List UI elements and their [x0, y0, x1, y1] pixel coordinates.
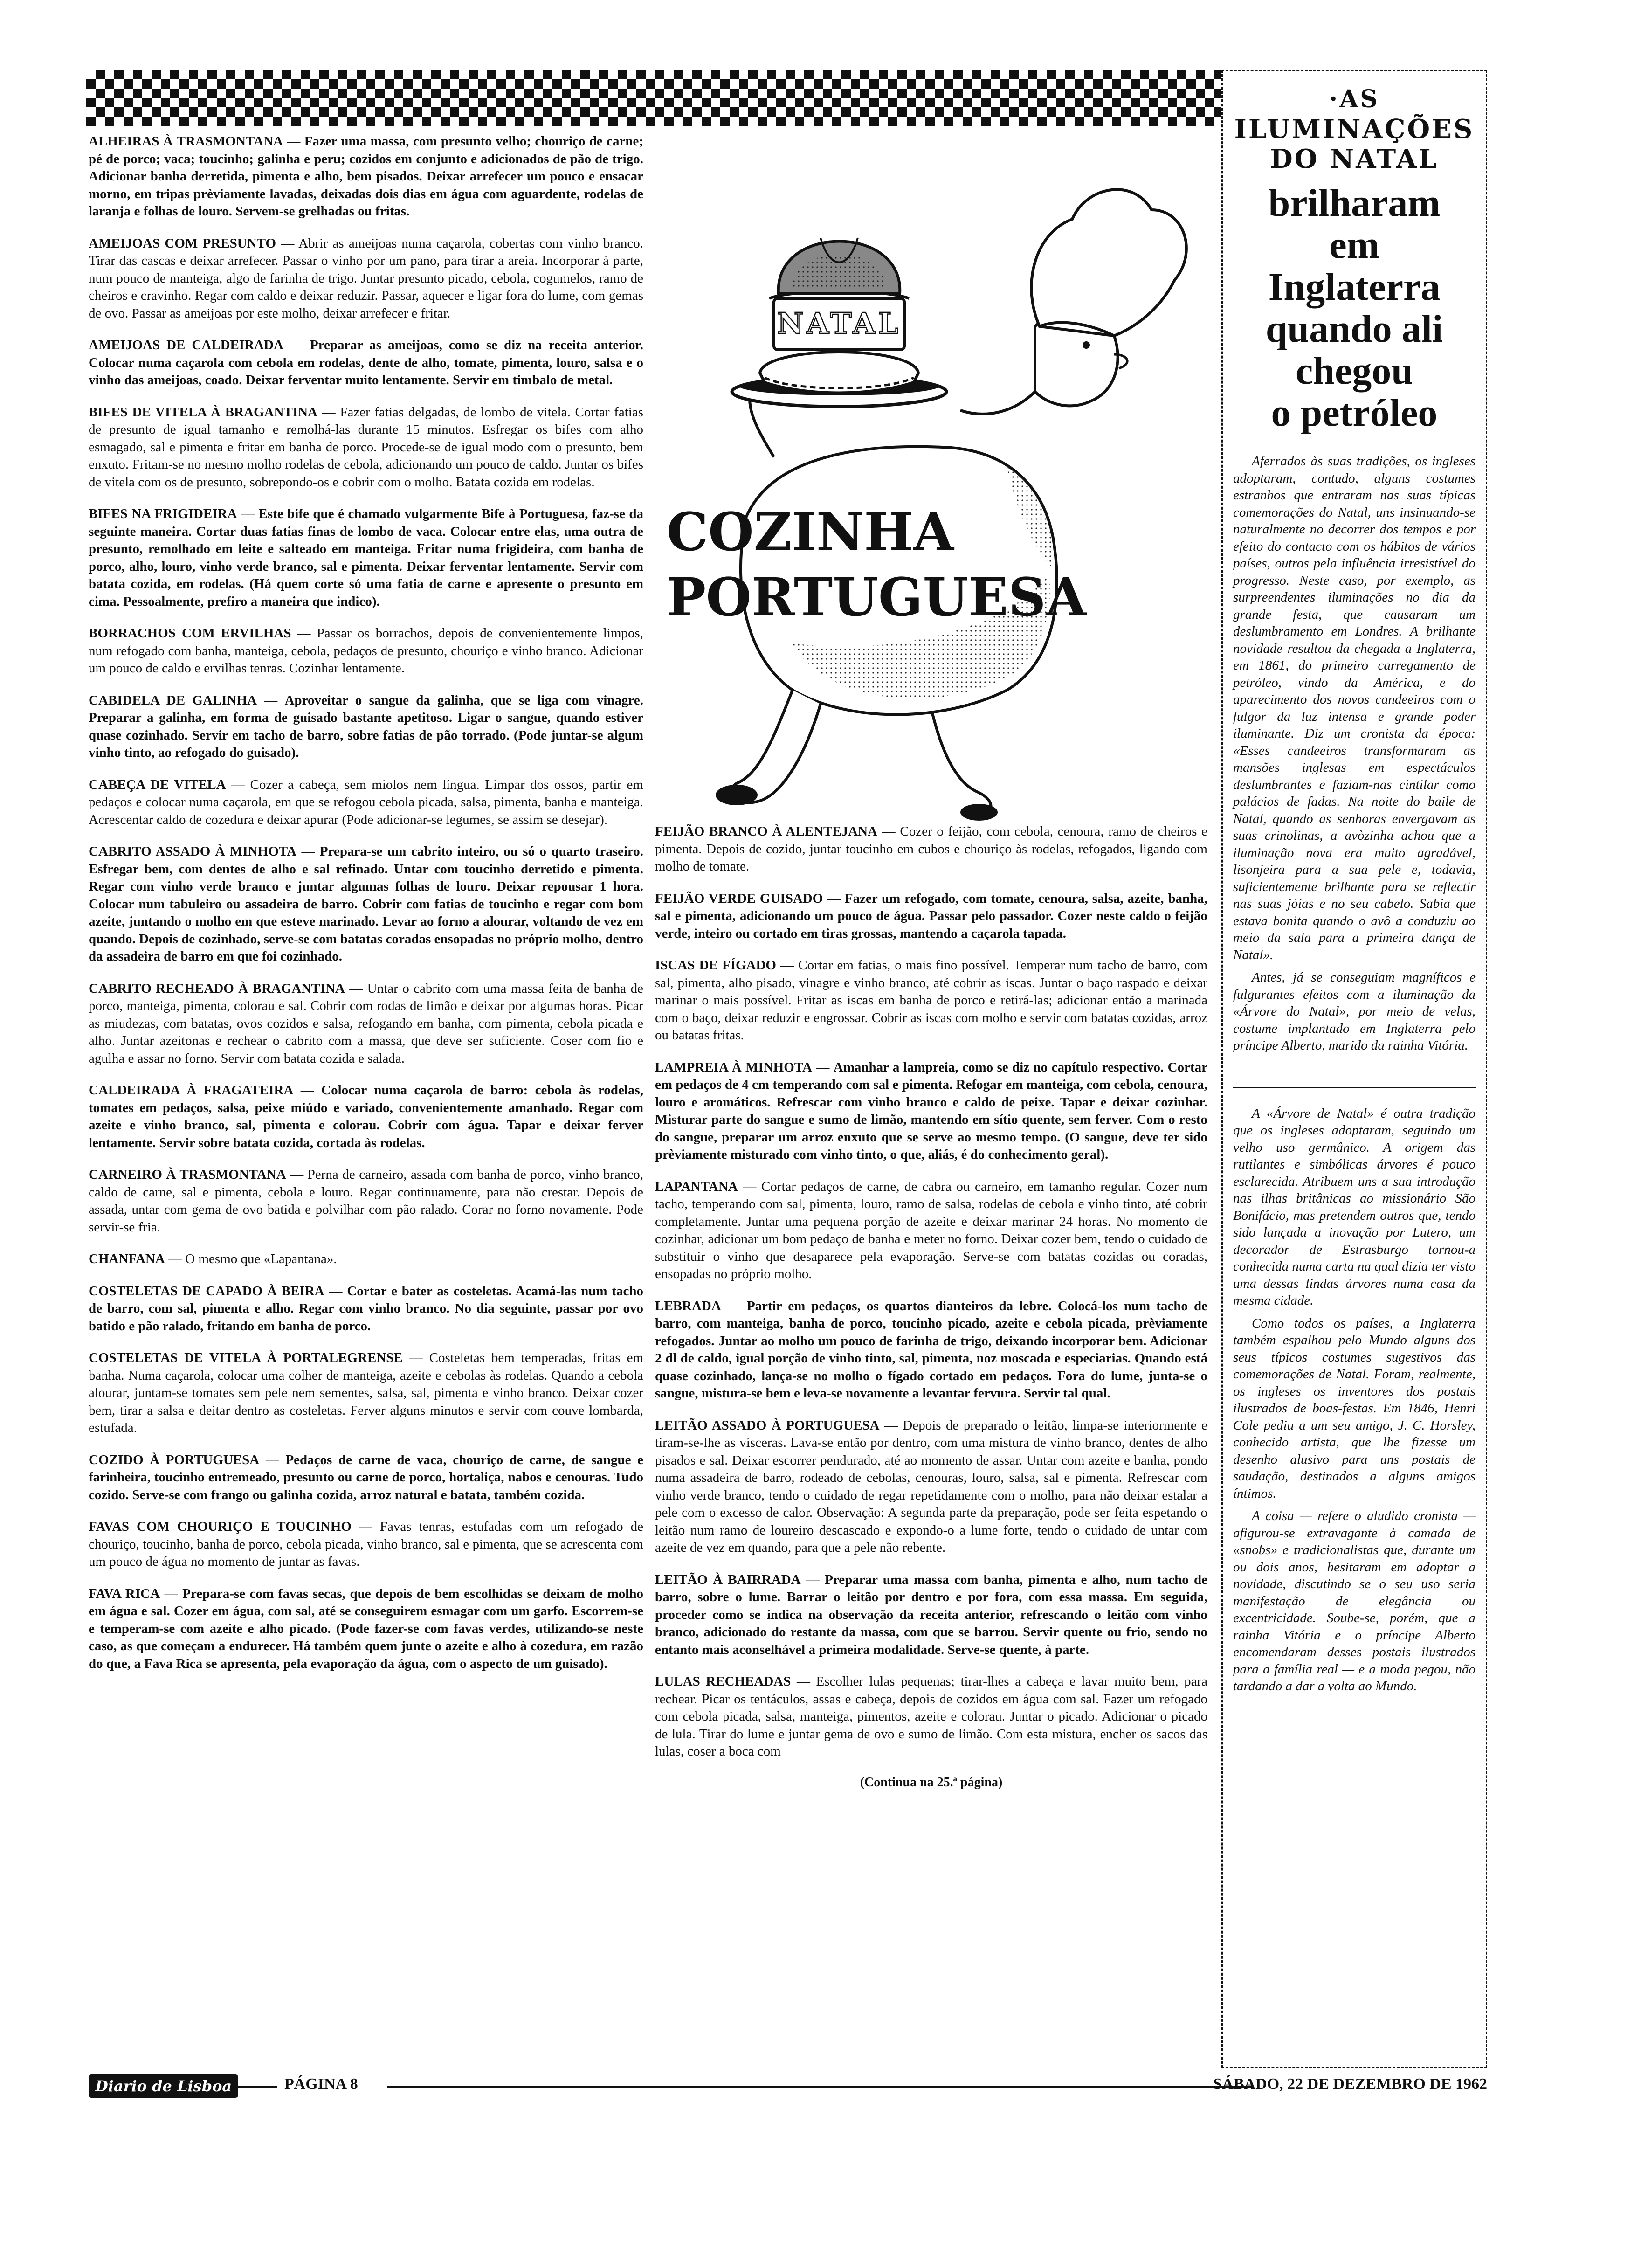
sidebar-paragraph: Aferrados às suas tradições, os ingleses adoptaram, contudo, alguns costumes estranhos que entraram nas suas típicas comemorações do Natal, uns insinuando-se naturalmente no decorrer dos tempos e por efeito do contacto com os hábitos de vários países, outros pela influência irresistível do progresso. Neste caso, por exemplo, as surpreendentes iluminações no dia da grande festa, que causaram um deslumbramento em Londres. A brilhante novidade resultou da chegada a Inglaterra, em 1861, do primeiro carregamento de petróleo, vindo da América, e do aparecimento dos novos candeeiros com o fulgor da luz intensa e grande poder iluminante. Diz um cronista da época: «Esses candeeiros transformaram as mansões inglesas em espectáculos deslumbrantes e faziam-nas cintilar como palácios de fadas. Na noite do baile de Natal, quando as senhoras envergavam as suas crinolinas, a avòzinha achou que a iluminação nova era muito agradável, lisonjeira para a sua pele e, todavia, suficientemente brilhante para se reflectir nas suas jóias e no seu cabelo. Sabia que estava bonita quando o avô a conduziu ao meio da sala para a primeira dança de Natal». — [1233, 454, 1476, 962]
recipe-text: Prepara-se com favas secas, que depois de bem escolhidas se deixam de molho em água e sal. Cozer em água, com sal, até se conseguirem esmagar com um garfo. Escorrem-se e temperam-se com azeite e alho picado. (Pode fazer-se com favas verdes, utilizando-se neste caso, as que começam a endurecer. Há também quem junte o azeite e alho à cozedura, em razão do que, a Fava Rica se apresenta, pela evaporação da água, com o aspecto de um guisado). — [89, 1586, 643, 1671]
recipe-entry: LEITÃO À BAIRRADA — Preparar uma massa com banha, pimenta e alho, num tacho de barro, sobre o lume. Barrar o leitão por dentro e por fora, com essa massa. Em seguida, proceder como se indica na observação da receita anterior, refrescando o leitão com vinho branco, adicionado do restante da massa, com que se barrou. Servir quente ou frio, sendo no entanto mais aconselhável a primeira modalidade. Serve-se quente, à parte. — [655, 1572, 1208, 1657]
recipe-entry: CARNEIRO À TRASMONTANA — Perna de carneiro, assada com banha de porco, vinho branco, caldo de carne, sal e pimenta, cebola e louro. Regar continuamente, para não crestar. Depois de assada, untar com gema de ovo batida e polvilhar com pão ralado. Corar no forno novamente. Pode servir-se fria. — [89, 1167, 643, 1235]
right-recipe-column — [655, 823, 1207, 1790]
recipe-text: Fazer uma massa, com presunto velho; chouriço de carne; pé de porco; vaca; toucinho; galinha e peru; cozidos em conjunto e adicionados de pão de trigo. Adicionar banha derretida, pimenta e alho, bem pisados. Deixar arrefecer um pouco e ensacar morno, em tripas prèviamente lavadas, deixadas dois dias em água com aguardente, rodelas de laranja e folhas de louro. Servem-se grelhadas ou fritas. — [89, 134, 644, 219]
kicker-line-2: ILUMINAÇÕES — [1234, 114, 1475, 145]
recipe-entry: LAMPREIA À MINHOTA — Amanhar a lampreia, como se diz no capítulo respectivo. Cortar em pedaços de 4 cm temperando com sal e pimenta. Refogar em manteiga, com cebola, cenoura, louro e aromáticos. Refrescar com vinho branco e caldo de peixe. Tapar e deixar cozinhar. Misturar parte do sangue e sumo de limão, mantendo em sítio quente, sem ferver. Com o resto do sangue, preparar um arroz enxuto que se serve ao mesmo tempo. (O sangue, deve ter sido prèviamente misturado com vinho tinto, o que, aliás, é do conhecimento geral). — [655, 1059, 1208, 1162]
recipe-entry: CALDEIRADA À FRAGATEIRA — Colocar numa caçarola de barro: cebola às rodelas, tomates em pedaços, salsa, peixe miúdo e variado, convenientemente amanhado. Regar com azeite e vinho branco, sal, pimenta e colorau. Cobrir com água. Tapar e deixar ferver lentamente. Servir sobre batata cozida, cortada às rodelas. — [89, 1083, 644, 1150]
sidebar-paragraph: A coisa — refere o aludido cronista — afigurou-se extravagante à camada de «snobs» e tradicionalistas que, durante um ou dois anos, hesitaram em adoptar a novidade, discutindo se o seu uso seria manifestação de elegância ou excentricidade. Soube-se, porém, que a rainha Vitória e o príncipe Alberto encomendaram desses postais ilustrados para a família real — e a moda pegou, não tardando a dar a volta ao Mundo. — [1233, 1508, 1476, 1694]
recipe-text: Preparar uma massa com banha, pimenta e alho, num tacho de barro, sobre o lume. Barrar o leitão por dentro e por fora, com essa massa. Em seguida, proceder como se indica na observação da receita anterior, refrescando o leitão com vinho branco, adicionado do restante da massa, com que se barrou. Servir quente ou frio, sendo no entanto mais aconselhável a primeira modalidade. Serve-se quente, à parte. — [655, 1572, 1208, 1657]
recipe-text: Abrir as ameijoas numa caçarola, cobertas com vinho branco. Tirar das cascas e deixar arrefecer. Passar o vinho por um pano, para tirar a areia. Incorporar à parte, num pouco de manteiga, algo de farinha de trigo. Juntar presunto picado, cebola, cogumelos, ramo de cheiros e cravinho. Regar com caldo e deixar reduzir. Passar, aquecer e ligar fora do lume, com gemas de ovo. Passar as ameijoas por este molho, deixar arrefecer e fritar. — [89, 235, 644, 321]
recipe-entry: LEBRADA — Partir em pedaços, os quartos dianteiros da lebre. Colocá-los num tacho de barro, com manteiga, banha de porco, toucinho picado, azeite e cebola picada, prèviamente refogados. Juntar ao molho um pouco de farinha de trigo, deixando incorporar bem. Adicionar 2 dl de caldo, igual porção de vinho tinto, sal, pimenta, noz moscada e especiarias. Quando está quase cozinhado, lança-se no molho o fígado cortado em pedaços. Fora do lume, junta-se o sangue, mistura-se bem e leva-se novamente a levantar fervura. Servir tal qual. — [655, 1298, 1208, 1401]
recipe-title: CABEÇA DE VITELA — [89, 777, 226, 792]
recipe-text: Prepara-se um cabrito inteiro, ou só o quarto traseiro. Esfregar bem, com dentes de alho e sal refinado. Untar com toucinho derretido e pimenta. Regar com vinho verde branco e juntar algumas folhas de louro. Deixar repousar 1 hora. Colocar num tabuleiro ou assadeira de barro. Cobrir com fatias de toucinho e regar com bom azeite, juntando o molho em que esteve marinado. Levar ao forno a alourar, voltando de vez em quando. Depois de cozinhado, serve-se com batatas coradas ensopadas no próprio molho, dentro da assadeira de barro em que foi cozinhado. — [89, 844, 644, 964]
sidebar-paragraph: Antes, já se conseguiam magníficos e fulgurantes efeitos com a iluminação da «Árvore do Natal», por meio de velas, costume implantado em Inglaterra pelo príncipe Alberto, marido da rainha Vitória. — [1233, 970, 1476, 1053]
recipe-text: Cortar pedaços de carne, de cabra ou carneiro, em tamanho regular. Cozer num tacho, temperando com sal, pimenta, louro, ramo de salsa, rodelas de cebola e vinho tinto, até cobrir completamente. Juntar uma pequena porção de azeite e deixar marinar 24 horas. No momento de cozinhar, adicionar um bom pedaço de banha e meter no forno. Deixar cozer bem, tendo o cuidado de substituir o vinho que desaparece pela evaporação. Serve-se com batatas cozidas ou coradas, ensopadas no próprio molho. — [655, 1179, 1207, 1281]
recipe-title: AMEIJOAS DE CALDEIRADA — [89, 338, 283, 353]
christmas-lights-sidebar — [1221, 70, 1487, 2068]
recipe-entry: AMEIJOAS DE CALDEIRADA — Preparar as ameijoas, como se diz na receita anterior. Colocar numa caçarola com cebola em rodelas, dente de alho, tomate, pimenta, louro, salsa e o vinho das ameijoas, coado. Deixar ferventar muito lentamente. Servir em timbalo de metal. — [89, 338, 643, 387]
recipe-entry: CABIDELA DE GALINHA — Aproveitar o sangue da galinha, que se liga com vinagre. Preparar a galinha, em forma de guisado bastante apetitoso. Ligar o sangue, quando estiver quase cozinhado. Servir em tacho de barro, sobre fatias de pão torrado. (Pode juntar-se algum vinho tinto, ao refogado do guisado). — [89, 692, 643, 760]
recipe-title: COSTELETAS DE CAPADO À BEIRA — [89, 1283, 324, 1299]
recipe-text: Partir em pedaços, os quartos dianteiros da lebre. Colocá-los num tacho de barro, com manteiga, banha de porco, toucinho picado, azeite e cebola picada, prèviamente refogados. Juntar ao molho um pouco de farinha de trigo, deixando incorporar bem. Adicionar 2 dl de caldo, igual porção de vinho tinto, sal, pimenta, noz moscada e especiarias. Quando está quase cozinhado, lança-se no molho o fígado cortado em pedaços. Fora do lume, junta-se o sangue, mistura-se bem e leva-se novamente a levantar fervura. Servir tal qual. — [655, 1298, 1208, 1401]
recipe-entry: FEIJÃO BRANCO À ALENTEJANA — Cozer o feijão, com cebola, cenoura, ramo de cheiros e pimenta. Depois de cozido, juntar toucinho em cubos e chouriço às rodelas, refogados, ligando com molho de tomate. — [655, 824, 1207, 874]
recipe-entry: AMEIJOAS COM PRESUNTO — Abrir as ameijoas numa caçarola, cobertas com vinho branco. Tirar das cascas e deixar arrefecer. Passar o vinho por um pano, para tirar a areia. Incorporar à parte, num pouco de manteiga, algo de farinha de trigo. Juntar presunto picado, cebola, cogumelos, ramo de cheiros e cravinho. Regar com caldo e deixar reduzir. Passar, aquecer e ligar fora do lume, com gemas de ovo. Passar as ameijoas por este molho, deixar arrefecer e fritar. — [89, 235, 644, 321]
recipe-title: FAVA RICA — [89, 1586, 160, 1601]
recipe-title: BIFES NA FRIGIDEIRA — [89, 506, 237, 521]
recipe-title: FAVAS COM CHOURIÇO E TOUCINHO — [89, 1519, 352, 1534]
left-recipe-column — [89, 133, 643, 1687]
recipe-text: Cozer o feijão, com cebola, cenoura, ramo de cheiros e pimenta. Depois de cozido, juntar toucinho em cubos e chouriço às rodelas, refogados, ligando com molho de tomate. — [655, 824, 1207, 874]
recipe-entry: COSTELETAS DE CAPADO À BEIRA — Cortar e bater as costeletas. Acamá-las num tacho de barro, com sal, pimenta e alho. Regar com vinho branco. No dia seguinte, passar por ovo batido e pão ralado, fritando em banha de porco. — [89, 1283, 644, 1334]
footer-rule — [387, 2086, 1254, 2088]
recipe-text: Fazer um refogado, com tomate, cenoura, salsa, azeite, banha, sal e pimenta, adicionando um pouco de água. Passar pelo passador. Cozer neste caldo o feijão verde, inteiro ou cortado em tiras grossas, mantendo a caçarola tapada. — [655, 891, 1207, 941]
recipe-title: COSTELETAS DE VITELA À PORTALEGRENSE — [89, 1350, 403, 1365]
recipe-title: FEIJÃO BRANCO À ALENTEJANA — [655, 824, 877, 839]
recipe-title: ISCAS DE FÍGADO — [655, 958, 776, 973]
recipe-title: AMEIJOAS COM PRESUNTO — [89, 235, 276, 251]
headline-line: o petróleo — [1271, 391, 1438, 435]
headline-line: chegou — [1296, 349, 1413, 393]
recipe-title: CABRITO RECHEADO À BRAGANTINA — [89, 981, 345, 996]
recipe-entry: ISCAS DE FÍGADO — Cortar em fatias, o mais fino possível. Temperar num tacho de barro, com sal, pimenta, alho pisado, vinagre e vinho branco, até cobrir as iscas. Juntar o baço raspado e deixar marinar o mais possível. Fritar as iscas em banha de porco e retirá-las; adicionar então a marinada com o baço, deixar reduzir e engrossar. Cobrir as iscas com molho e servir com batatas cozidas, arroz ou batatas fritas. — [655, 958, 1208, 1043]
recipe-text: Favas tenras, estufadas com um refogado de chouriço, toucinho, banha de porco, cebola picada, vinho branco, sal e pimenta, que se acrescenta com um pouco de água no momento de juntar as favas. — [89, 1519, 644, 1569]
kicker-line-1: ·AS — [1329, 85, 1379, 113]
illustration-title-line2: PORTUGUESA — [667, 567, 1087, 628]
recipe-text: Colocar numa caçarola de barro: cebola às rodelas, tomates em pedaços, salsa, peixe miúdo e variado, convenientemente amanhado. Regar com azeite e vinho branco, sal, pimenta e colorau. Cobrir com água. Tapar e deixar ferver lentamente. Servir sobre batata cozida, cortada às rodelas. — [89, 1083, 644, 1150]
recipe-title: ALHEIRAS À TRASMONTANA — [89, 134, 283, 149]
recipe-entry: FEIJÃO VERDE GUISADO — Fazer um refogado, com tomate, cenoura, salsa, azeite, banha, sal e pimenta, adicionando um pouco de água. Passar pelo passador. Cozer neste caldo o feijão verde, inteiro ou cortado em tiras grossas, mantendo a caçarola tapada. — [655, 891, 1207, 941]
recipe-entry: CABEÇA DE VITELA — Cozer a cabeça, sem miolos nem língua. Limpar dos ossos, partir em pedaços e colocar numa caçarola, em que se refogou cebola picada, salsa, pimenta, banha e manteiga. Acrescentar caldo de cozedura e deixar apurar (Pode adicionar-se legumes, se assim se desejar). — [89, 777, 643, 827]
recipe-text: Escolher lulas pequenas; tirar-lhes a cabeça e lavar muito bem, para rechear. Picar os tentáculos, assas e cabeça, depois de cozidos em água com sal. Fazer um refogado com cebola picada, salsa, manteiga, pimentos, azeite e colorau. Juntar o picado. Adicionar o picado de lula. Tirar do lume e juntar gema de ovo e sumo de limão. Com esta mistura, encher os sacos das lulas, coser a boca com — [655, 1674, 1207, 1759]
kicker-line-3: DO NATAL — [1270, 144, 1439, 174]
recipe-text: Costeletas bem temperadas, fritas em banha. Numa caçarola, colocar uma colher de manteiga, azeite e cebolas às rodelas. Quando a cebola alourar, juntam-se tomates sem pele nem sementes, salsa, sal, pimenta e vinho branco. Deixar cozer bem, tirar a salsa e deitar dentro as costeletas. Ferver alguns minutos e servir com couve lombarda, estufada. — [89, 1350, 644, 1435]
cake-label: NATAL — [777, 306, 901, 340]
recipe-entry: LAPANTANA — Cortar pedaços de carne, de cabra ou carneiro, em tamanho regular. Cozer num tacho, temperando com sal, pimenta, louro, ramo de salsa, rodelas de cebola e vinho tinto, até cobrir completamente. Juntar uma pequena porção de azeite e deixar marinar 24 horas. No momento de cozinhar, adicionar um bom pedaço de banha e meter no forno. Deixar cozer bem, tendo o cuidado de substituir o vinho que desaparece pela evaporação. Serve-se com batatas cozidas ou coradas, ensopadas no próprio molho. — [655, 1179, 1207, 1281]
recipe-title: CHANFANA — [89, 1252, 165, 1266]
decorative-checker-border — [86, 70, 1221, 126]
continuation-note: (Continua na 25.ª página) — [860, 1775, 1003, 1790]
sidebar-body-1 — [1233, 453, 1476, 1054]
page-footer — [89, 2073, 1487, 2101]
recipe-title: LAPANTANA — [655, 1179, 738, 1194]
recipe-text: Fazer fatias delgadas, de lombo de vitela. Cortar fatias de presunto de igual tamanho e remolhá-las durante 15 minutos. Esfregar os bifes com alho esmagado, sal e pimenta e fritar em banha de porco. Procede-se de igual modo com o presunto, bem enxuto. Fritam-se no mesmo molho rodelas de cebola, adicionando um pouco de caldo. Juntar os bifes de vitela com os de presunto, sobrepondo-os e cobrir com o molho. Batata cozida em rodelas. — [89, 404, 643, 490]
recipe-text: Cozer a cabeça, sem miolos nem língua. Limpar dos ossos, partir em pedaços e colocar numa caçarola, em que se refogou cebola picada, salsa, pimenta, banha e manteiga. Acrescentar caldo de cozedura e deixar apurar (Pode adicionar-se legumes, se assim se desejar). — [89, 777, 643, 827]
recipe-entry: CHANFANA — O mesmo que «Lapantana». — [89, 1252, 337, 1266]
recipe-title: CABRITO ASSADO À MINHOTA — [89, 844, 297, 859]
masthead: Diario de Lisboa — [89, 2074, 238, 2098]
recipe-text: O mesmo que «Lapantana». — [185, 1252, 337, 1266]
page-number: PÁGINA 8 — [284, 2075, 358, 2093]
sidebar-body-2 — [1233, 1105, 1476, 1695]
recipe-entry: CABRITO ASSADO À MINHOTA — Prepara-se um cabrito inteiro, ou só o quarto traseiro. Esfregar bem, com dentes de alho e sal refinado. Untar com toucinho derretido e pimenta. Regar com vinho verde branco e juntar algumas folhas de louro. Deixar repousar 1 hora. Colocar num tabuleiro ou assadeira de barro. Cobrir com fatias de toucinho e regar com bom azeite, juntando o molho em que esteve marinado. Levar ao forno a alourar, voltando de vez em quando. Depois de cozinhado, serve-se com batatas coradas ensopadas no próprio molho, dentro da assadeira de barro em que foi cozinhado. — [89, 844, 644, 964]
recipe-title: BIFES DE VITELA À BRAGANTINA — [89, 404, 317, 420]
recipe-entry: BORRACHOS COM ERVILHAS — Passar os borrachos, depois de convenientemente limpos, num refogado com banha, manteiga, cebola, pedaços de presunto, chouriço e vinho branco. Adicionar um pouco de caldo e ervilhas tenras. Cozinhar lentamente. — [89, 626, 643, 676]
recipe-text: Depois de preparado o leitão, limpa-se interiormente e tiram-se-lhe as vísceras. Lava-se então por dentro, com uma mistura de vinho branco, dentes de alho pisados e sal. Deixar escorrer pendurado, até ao momento de assar. Untar com azeite e banha, pondo numa assadeira de barro, rodeado de cebolas, cenouras, louro, salsa, sal e pimenta. Refrescar com vinho verde branco, tendo o cuidado de regar repetidamente com o molho, para não deixar estalar a pele com o excesso de calor. Observação: A segunda parte da preparação, pode ser feita espetando o leitão num ramo de loureiro descascado e expondo-o a lume forte, tendo o cuidado de untar com azeite de vez em quando, para que a pele não rebente. — [655, 1418, 1207, 1555]
footer-rule — [238, 2086, 277, 2088]
recipe-text: Aproveitar o sangue da galinha, que se liga com vinagre. Preparar a galinha, em forma de guisado bastante apetitoso. Ligar o sangue, quando estiver quase cozinhado. Servir em tacho de barro, sobre fatias de pão torrado. (Pode juntar-se algum vinho tinto, ao refogado do guisado). — [89, 692, 643, 760]
recipe-text: Amanhar a lampreia, como se diz no capítulo respectivo. Cortar em pedaços de 4 cm temperando com sal e pimenta. Refogar em manteiga, com cebola, cenoura, louro e aromáticos. Refrescar com vinho branco e caldo de peixe. Tapar e deixar cozinhar. Misturar parte do sangue e sumo de limão, mantendo em sítio quente, sem ferver. Com o resto do sangue, preparar um arroz enxuto que se serve ao mesmo tempo. (O sangue, deve ter sido prèviamente misturado com vinho tinto, o que, aliás, é do conhecimento geral). — [655, 1059, 1208, 1162]
recipe-entry: CABRITO RECHEADO À BRAGANTINA — Untar o cabrito com uma massa feita de banha de porco, manteiga, pimenta, colorau e sal. Cobrir com rodas de limão e deixar por algumas horas. Picar as miudezas, com batatas, ovos cozidos e salsa, refogando em banha, com pimenta, cebola picada e alho. Juntar azeitonas e rechear o cabrito com a massa, que deve ser suficiente. Coser com fio e agulha e assar no forno. Servir com batata cozida e salada. — [89, 981, 643, 1066]
recipe-entry: FAVAS COM CHOURIÇO E TOUCINHO — Favas tenras, estufadas com um refogado de chouriço, toucinho, banha de porco, cebola picada, vinho branco, sal e pimenta, que se acrescenta com um pouco de água no momento de juntar as favas. — [89, 1519, 644, 1569]
sidebar-headline — [1233, 182, 1476, 434]
recipe-title: CABIDELA DE GALINHA — [89, 692, 257, 708]
sidebar-paragraph: Como todos os países, a Inglaterra também espalhou pelo Mundo alguns dos seus típicos costumes sugestivos das comemorações de Natal. Foram, realmente, os ingleses os inventores dos postais ilustrados de boas-festas. Em 1846, Henri Cole pediu a um seu amigo, J. C. Horsley, conhecido artista, que lhe fizesse um desenho alusivo para uns postais de saudação, destinados a alguns amigos íntimos. — [1233, 1315, 1476, 1501]
recipe-entry: LULAS RECHEADAS — Escolher lulas pequenas; tirar-lhes a cabeça e lavar muito bem, para rechear. Picar os tentáculos, assas e cabeça, depois de cozidos em água com sal. Fazer um refogado com cebola picada, salsa, manteiga, pimentos, azeite e colorau. Juntar o picado. Adicionar o picado de lula. Tirar do lume e juntar gema de ovo e sumo de limão. Com esta mistura, encher os sacos das lulas, coser a boca com — [655, 1674, 1207, 1759]
recipe-text: Passar os borrachos, depois de convenientemente limpos, num refogado com banha, manteiga, cebola, pedaços de presunto, chouriço e vinho branco. Adicionar um pouco de caldo e ervilhas tenras. Cozinhar lentamente. — [89, 626, 643, 676]
recipe-title: FEIJÃO VERDE GUISADO — [655, 891, 823, 906]
sidebar-divider — [1233, 1087, 1476, 1088]
recipe-title: LEITÃO À BAIRRADA — [655, 1572, 801, 1587]
recipe-text: Cortar e bater as costeletas. Acamá-las num tacho de barro, com sal, pimenta e alho. Regar com vinho branco. No dia seguinte, passar por ovo batido e pão ralado, fritando em banha de porco. — [89, 1283, 644, 1334]
recipe-text: Perna de carneiro, assada com banha de porco, vinho branco, caldo de carne, sal e pimenta, cebola e louro. Regar continuamente, para não crestar. Depois de assada, untar com gema de ovo batida e polvilhar com pão ralado. Corar no forno novamente. Pode servir-se fria. — [89, 1167, 643, 1235]
headline-line: quando ali — [1265, 307, 1443, 351]
illustration-title-line1: COZINHA — [667, 502, 954, 563]
sidebar-kicker — [1233, 84, 1476, 174]
recipe-entry: ALHEIRAS À TRASMONTANA — Fazer uma massa, com presunto velho; chouriço de carne; pé de porco; vaca; toucinho; galinha e peru; cozidos em conjunto e adicionados de pão de trigo. Adicionar banha derretida, pimenta e alho, bem pisados. Deixar arrefecer um pouco e ensacar morno, em tripas prèviamente lavadas, deixadas dois dias em água com aguardente, rodelas de laranja e folhas de louro. Servem-se grelhadas ou fritas. — [89, 134, 644, 219]
recipe-title: BORRACHOS COM ERVILHAS — [89, 626, 291, 641]
recipe-text: Untar o cabrito com uma massa feita de banha de porco, manteiga, pimenta, colorau e sal. Cobrir com rodas de limão e deixar por algumas horas. Picar as miudezas, com batatas, ovos cozidos e salsa, refogando em banha, com pimenta, cebola picada e alho. Juntar azeitonas e rechear o cabrito com a massa, que deve ser suficiente. Coser com fio e agulha e assar no forno. Servir com batata cozida e salada. — [89, 981, 643, 1066]
recipe-text: Cortar em fatias, o mais fino possível. Temperar num tacho de barro, com sal, pimenta, alho pisado, vinagre e vinho branco, até cobrir as iscas. Juntar o baço raspado e deixar marinar o mais possível. Fritar as iscas em banha de porco e retirá-las; adicionar então a marinada com o baço, deixar reduzir e engrossar. Cobrir as iscas com molho e servir com batatas cozidas, arroz ou batatas fritas. — [655, 958, 1208, 1043]
headline-line: Inglaterra — [1268, 265, 1441, 309]
recipe-entry: COSTELETAS DE VITELA À PORTALEGRENSE — Costeletas bem temperadas, fritas em banha. Numa caçarola, colocar uma colher de manteiga, azeite e cebolas às rodelas. Quando a cebola alourar, juntam-se tomates sem pele nem sementes, salsa, sal, pimenta e vinho branco. Deixar cozer bem, tirar a salsa e deitar dentro as costeletas. Ferver alguns minutos e servir com couve lombarda, estufada. — [89, 1350, 644, 1435]
headline-line: brilharam — [1268, 181, 1441, 225]
recipe-title: LEITÃO ASSADO À PORTUGUESA — [655, 1418, 880, 1433]
recipe-title: LEBRADA — [655, 1298, 721, 1314]
recipe-entry: BIFES NA FRIGIDEIRA — Este bife que é chamado vulgarmente Bife à Portuguesa, faz-se da seguinte maneira. Cortar duas fatias finas de lombo de vaca. Colocar entre elas, uma outra de presunto, remolhado em leite e salteado em manteiga. Fritar numa frigideira, com banha de porco, alho, louro, vinho verde branco, sal e pimenta. Deixar ferventar lentamente. Servir com batata cozida, em rodelas. (Há quem corte só uma fatia de carne e apresente o presunto em cima. Pessoalmente, prefiro a maneira que indico). — [89, 506, 643, 609]
recipe-title: COZIDO À PORTUGUESA — [89, 1452, 260, 1467]
recipe-title: LULAS RECHEADAS — [655, 1674, 791, 1689]
issue-date: SÁBADO, 22 DE DEZEMBRO DE 1962 — [1213, 2075, 1487, 2093]
recipe-entry: BIFES DE VITELA À BRAGANTINA — Fazer fatias delgadas, de lombo de vitela. Cortar fatias de presunto de igual tamanho e remolhá-las durante 15 minutos. Esfregar os bifes com alho esmagado, sal e pimenta e fritar em banha de porco. Procede-se de igual modo com o presunto, bem enxuto. Fritam-se no mesmo molho rodelas de cebola, adicionando um pouco de caldo. Juntar os bifes de vitela com os de presunto, sobrepondo-os e cobrir com o molho. Batata cozida em rodelas. — [89, 404, 643, 490]
recipe-entry: LEITÃO ASSADO À PORTUGUESA — Depois de preparado o leitão, limpa-se interiormente e tiram-se-lhe as vísceras. Lava-se então por dentro, com uma mistura de vinho branco, dentes de alho pisados e sal. Deixar escorrer pendurado, até ao momento de assar. Untar com azeite e banha, pondo numa assadeira de barro, rodeado de cebolas, cenouras, louro, salsa, sal e pimenta. Refrescar com vinho verde branco, tendo o cuidado de regar repetidamente com o molho, para não deixar estalar a pele com o excesso de calor. Observação: A segunda parte da preparação, pode ser feita espetando o leitão num ramo de loureiro descascado e expondo-o a lume forte, tendo o cuidado de untar com azeite de vez em quando, para que a pele não rebente. — [655, 1418, 1207, 1555]
recipe-title: CARNEIRO À TRASMONTANA — [89, 1167, 286, 1182]
recipe-title: LAMPREIA À MINHOTA — [655, 1059, 812, 1075]
chef-illustration — [653, 131, 1233, 825]
recipe-title: CALDEIRADA À FRAGATEIRA — [89, 1083, 294, 1098]
recipe-text: Pedaços de carne de vaca, chouriço de carne, de sangue e farinheira, toucinho entremeado, presunto ou carne de porco, hortaliça, nabos e cenouras. Tudo cozido. Serve-se com frango ou galinha cozida, arroz natural e batata, também cozida. — [89, 1452, 644, 1502]
sidebar-paragraph: A «Árvore de Natal» é outra tradição que os ingleses adoptaram, seguindo um velho uso germânico. A origem das rutilantes e simbólicas árvores é pouco esclarecida. Atribuem uns a sua introdução nas ilhas britânicas ao missionário São Bonifácio, mas pretendem outros que, tendo sido lançada a inovação por Lutero, um decorador de Estrasburgo tornou-a conhecida numa carta na qual dizia ter visto uma dessas lindas árvores numa casa da mesma cidade. — [1233, 1106, 1476, 1308]
recipe-entry: COZIDO À PORTUGUESA — Pedaços de carne de vaca, chouriço de carne, de sangue e farinheira, toucinho entremeado, presunto ou carne de porco, hortaliça, nabos e cenouras. Tudo cozido. Serve-se com frango ou galinha cozida, arroz natural e batata, também cozida. — [89, 1452, 644, 1502]
recipe-text: Preparar as ameijoas, como se diz na receita anterior. Colocar numa caçarola com cebola em rodelas, dente de alho, tomate, pimenta, louro, salsa e o vinho das ameijoas, coado. Deixar ferventar muito lentamente. Servir em timbalo de metal. — [89, 338, 643, 387]
recipe-text: Este bife que é chamado vulgarmente Bife à Portuguesa, faz-se da seguinte maneira. Cortar duas fatias finas de lombo de vaca. Colocar entre elas, uma outra de presunto, remolhado em leite e salteado em manteiga. Fritar numa frigideira, com banha de porco, alho, louro, vinho verde branco, sal e pimenta. Deixar ferventar lentamente. Servir com batata cozida, em rodelas. (Há quem corte só uma fatia de carne e apresente o presunto em cima. Pessoalmente, prefiro a maneira que indico). — [89, 506, 643, 609]
headline-line: em — [1329, 223, 1379, 267]
recipe-entry: FAVA RICA — Prepara-se com favas secas, que depois de bem escolhidas se deixam de molho em água e sal. Cozer em água, com sal, até se conseguirem esmagar com um garfo. Escorrem-se e temperam-se com azeite e alho picado. (Pode fazer-se com favas verdes, utilizando-se neste caso, as que começam a endurecer. Há também quem junte o azeite e alho à cozedura, em razão do que, a Fava Rica se apresenta, pela evaporação da água, com o aspecto de um guisado). — [89, 1586, 643, 1671]
